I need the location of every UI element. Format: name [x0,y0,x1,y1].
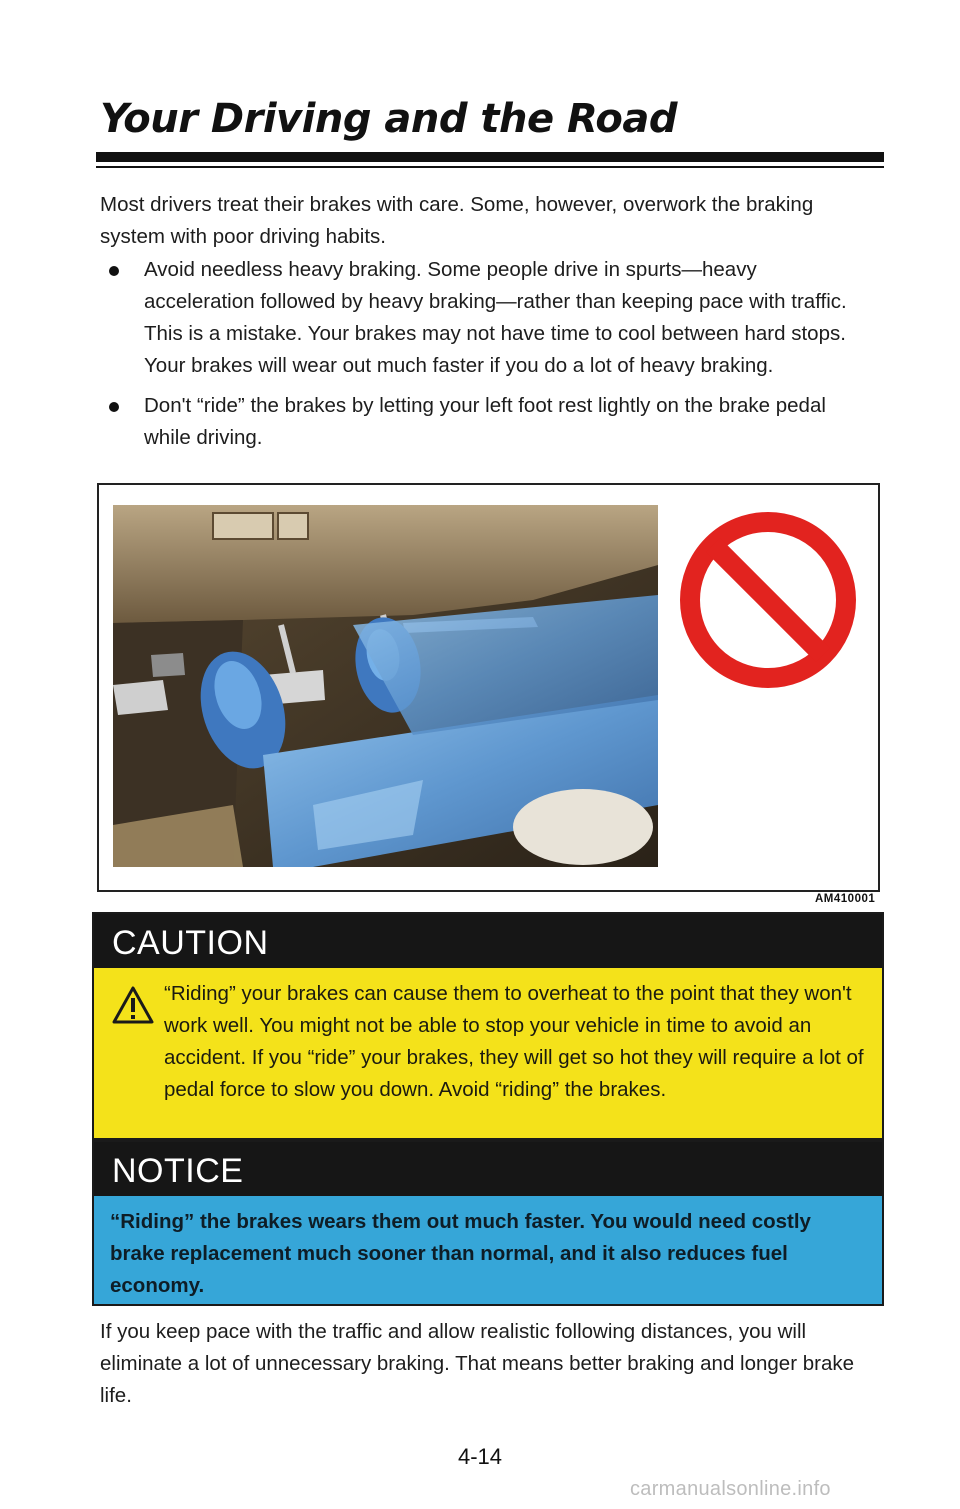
bullet-list [100,254,870,462]
prohibition-icon [676,508,860,692]
notice-text: “Riding” the brakes wears them out much faster. You would need costly brake replacement much sooner than normal, and it also reduces fuel economy. [110,1210,811,1297]
warning-triangle-icon [112,986,154,1024]
notice-box [92,1140,884,1306]
caution-text: “Riding” your brakes can cause them to overheat to the point that they won't work well. You might not be able to stop your vehicle in time to avoid an accident. If you “ride” your brakes, they will get so hot they will require a lot of pedal force to slow you down. Avoid “riding” the brakes. [164,982,864,1101]
list-item [100,254,870,382]
notice-header [94,1142,882,1196]
bullet-text: Avoid needless heavy braking. Some people drive in spurts—heavy acceleration followed by heavy braking—rather than keeping pace with traffic. This is a mistake. Your brakes may not have time to cool between hard stops. Your brakes will wear out much faster if you do a lot of heavy braking. [144,258,847,377]
feet-on-pedals-illustration [113,505,658,867]
intro-paragraph: Most drivers treat their brakes with care. Some, however, overwork the braking system with poor driving habits. [100,193,814,248]
closing-paragraph: If you keep pace with the traffic and allow realistic following distances, you will eliminate a lot of unnecessary braking. That means better braking and longer brake life. [100,1320,855,1407]
caution-title: CAUTION [112,924,269,962]
figure-code: AM410001 [815,893,876,905]
bullet-text: Don't “ride” the brakes by letting your left foot rest lightly on the brake pedal while driving. [144,394,826,449]
title-rule-thin [96,166,884,168]
caution-header [94,914,882,968]
section-title: Your Driving and the Road [100,96,677,142]
bullet-icon [109,266,119,276]
list-item [100,390,870,454]
site-watermark: carmanualsonline.info [630,1478,831,1500]
bullet-icon [109,402,119,412]
notice-title: NOTICE [112,1152,244,1190]
title-rule [96,152,884,162]
page-number: 4-14 [457,1444,503,1469]
caution-box [92,912,884,1140]
